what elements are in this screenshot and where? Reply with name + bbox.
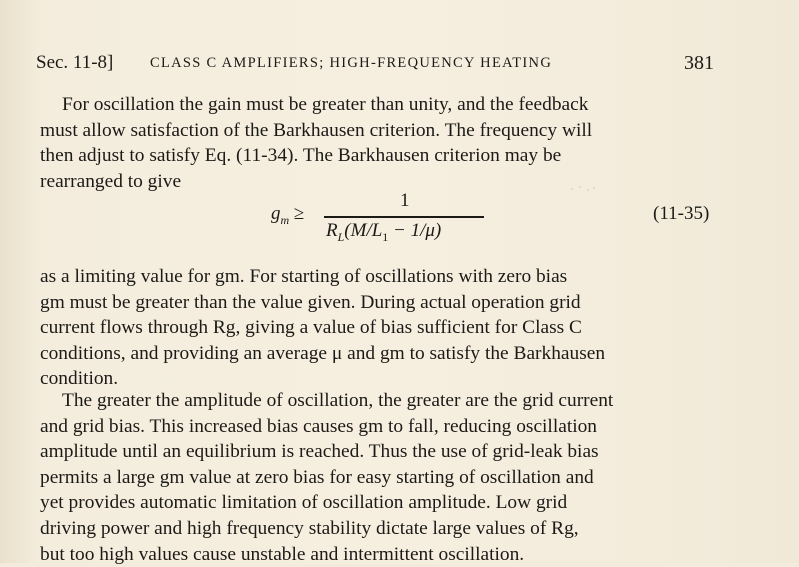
text-line: and grid bias. This increased bias causes gm to fall, reducing oscillation <box>40 415 597 437</box>
running-title: CLASS C AMPLIFIERS; HIGH-FREQUENCY HEATING <box>150 55 553 71</box>
text-line: The greater the amplitude of oscillation, the greater are the grid current <box>62 390 614 411</box>
equation-number: (11-35) <box>653 203 710 224</box>
text-line: driving power and high frequency stability dictate large values of Rg, <box>40 517 579 539</box>
text-line: must allow satisfaction of the Barkhausen criterion. The frequency will <box>40 119 593 141</box>
text-line: permits a large gm value at zero bias for easy starting of oscillation and <box>40 466 594 488</box>
text-line: current flows through Rg, giving a value of bias sufficient for Class C <box>40 317 582 339</box>
text-line: amplitude until an equilibrium is reached. Thus the use of grid-leak bias <box>40 441 599 463</box>
page-header <box>36 52 736 80</box>
section-label: Sec. 11-8] <box>36 52 114 73</box>
text-line: conditions, and providing an average μ and gm to satisfy the Barkhausen <box>40 342 606 364</box>
text-line: rearranged to give <box>40 170 182 192</box>
equation-numerator: 1 <box>400 190 410 211</box>
text-line: then adjust to satisfy Eq. (11-34). The Barkhausen criterion may be <box>40 145 562 167</box>
paragraph-2 <box>40 264 730 392</box>
text-line: yet provides automatic limitation of oscillation amplitude. Low grid <box>40 492 568 514</box>
text-line: but too high values cause unstable and intermittent oscillation. <box>40 543 525 565</box>
paragraph-1 <box>40 92 730 194</box>
equation-denominator: $R_L(M/L_1 - 1/\mu)$ <box>326 220 442 244</box>
fraction-bar <box>324 216 484 218</box>
page-number: 381 <box>684 52 714 74</box>
equation-lhs: $g_m$ ≥ <box>271 203 305 227</box>
text-line: condition. <box>40 368 119 390</box>
text-line: gm must be greater than the value given. During actual operation grid <box>40 291 581 313</box>
paragraph-3 <box>40 388 730 567</box>
equation-11-35 <box>0 188 799 250</box>
text-line: For oscillation the gain must be greater than unity, and the feedback <box>62 94 589 115</box>
text-line: as a limiting value for gm. For starting of oscillations with zero bias <box>40 266 568 287</box>
